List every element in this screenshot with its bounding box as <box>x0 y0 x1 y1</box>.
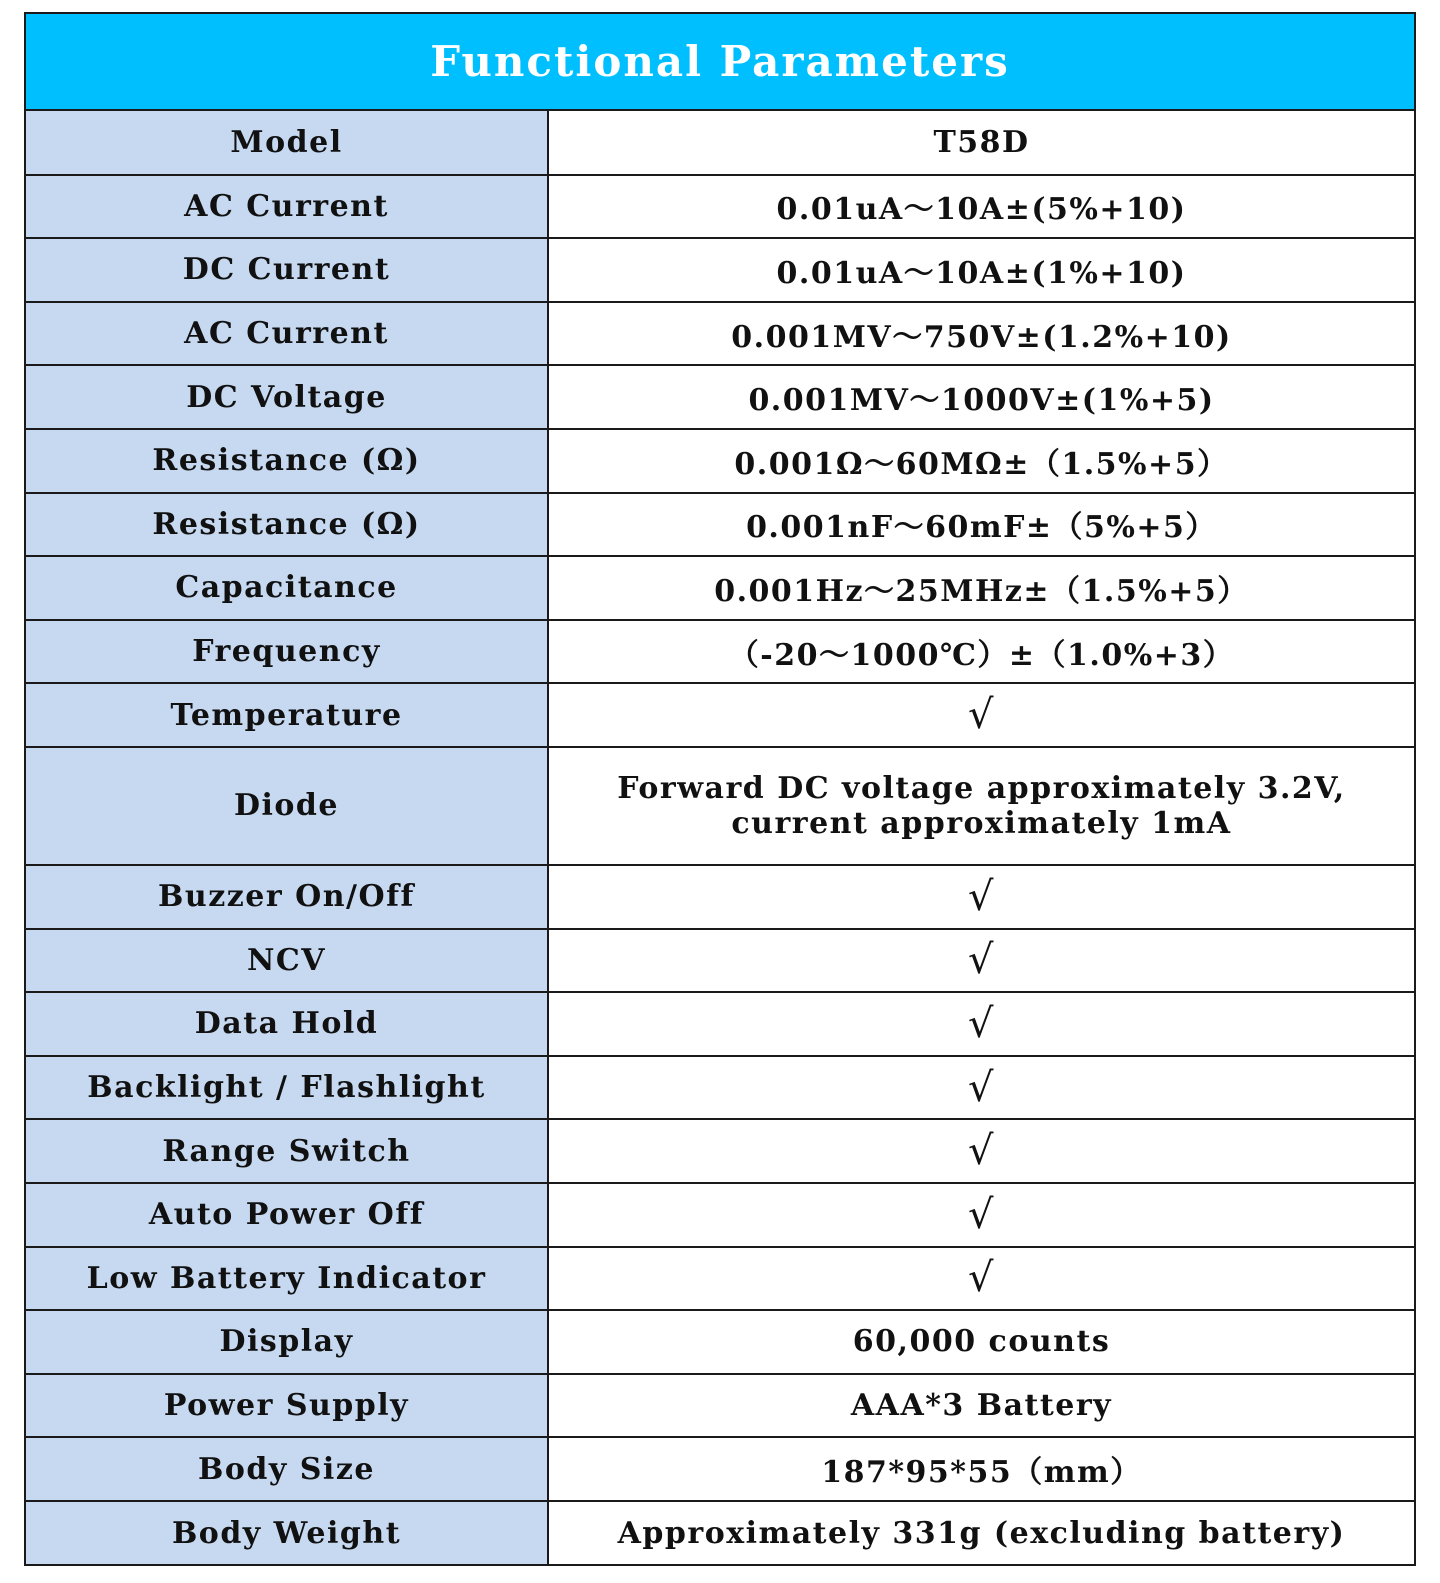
param-label: Auto Power Off <box>26 1183 548 1247</box>
param-label: Diode <box>26 747 548 865</box>
param-value: 0.001Hz～25MHz±（1.5%+5） <box>548 556 1414 620</box>
param-value: 0.01uA～10A±(1%+10) <box>548 238 1414 302</box>
param-label: Display <box>26 1310 548 1374</box>
table-row <box>26 992 1414 1056</box>
sheet-title: Functional Parameters <box>26 14 1414 111</box>
table-row <box>26 1247 1414 1311</box>
param-label: DC Voltage <box>26 365 548 429</box>
param-label: Backlight / Flashlight <box>26 1056 548 1120</box>
table-row <box>26 683 1414 747</box>
check-mark-icon: √ <box>548 1056 1414 1120</box>
table-row <box>26 429 1414 493</box>
param-value: Forward DC voltage approximately 3.2V, current approximately 1mA <box>548 747 1414 865</box>
parameters-table <box>26 111 1414 1564</box>
param-label: Resistance (Ω) <box>26 493 548 557</box>
param-label: Body Size <box>26 1437 548 1501</box>
table-row <box>26 620 1414 684</box>
param-value: 187*95*55（mm） <box>548 1437 1414 1501</box>
check-mark-icon: √ <box>548 865 1414 929</box>
table-row <box>26 1374 1414 1438</box>
param-label: Frequency <box>26 620 548 684</box>
table-row <box>26 493 1414 557</box>
table-row <box>26 1119 1414 1183</box>
table-row <box>26 929 1414 993</box>
param-label: Model <box>26 111 548 175</box>
param-value: 0.001MV～750V±(1.2%+10) <box>548 302 1414 366</box>
param-value: 0.001nF～60mF±（5%+5） <box>548 493 1414 557</box>
check-mark-icon: √ <box>548 929 1414 993</box>
param-label: AC Current <box>26 175 548 239</box>
check-mark-icon: √ <box>548 1119 1414 1183</box>
param-label: Data Hold <box>26 992 548 1056</box>
table-row <box>26 365 1414 429</box>
table-row <box>26 556 1414 620</box>
table-row <box>26 1501 1414 1565</box>
param-value: （-20～1000℃）±（1.0%+3） <box>548 620 1414 684</box>
table-row <box>26 1183 1414 1247</box>
param-value: AAA*3 Battery <box>548 1374 1414 1438</box>
param-value: T58D <box>548 111 1414 175</box>
check-mark-icon: √ <box>548 1247 1414 1311</box>
table-row <box>26 238 1414 302</box>
param-value: 60,000 counts <box>548 1310 1414 1374</box>
param-value: 0.001Ω～60MΩ±（1.5%+5） <box>548 429 1414 493</box>
table-row <box>26 865 1414 929</box>
table-row <box>26 111 1414 175</box>
param-label: Power Supply <box>26 1374 548 1438</box>
param-label: NCV <box>26 929 548 993</box>
param-label: Range Switch <box>26 1119 548 1183</box>
table-row <box>26 1310 1414 1374</box>
check-mark-icon: √ <box>548 683 1414 747</box>
table-row <box>26 747 1414 865</box>
check-mark-icon: √ <box>548 1183 1414 1247</box>
table-row <box>26 1056 1414 1120</box>
parameters-sheet <box>24 12 1416 1566</box>
param-label: Resistance (Ω) <box>26 429 548 493</box>
param-label: DC Current <box>26 238 548 302</box>
param-value: 0.01uA～10A±(5%+10) <box>548 175 1414 239</box>
param-value: 0.001MV～1000V±(1%+5) <box>548 365 1414 429</box>
param-label: AC Current <box>26 302 548 366</box>
check-mark-icon: √ <box>548 992 1414 1056</box>
table-row <box>26 1437 1414 1501</box>
param-label: Capacitance <box>26 556 548 620</box>
table-row <box>26 175 1414 239</box>
param-label: Buzzer On/Off <box>26 865 548 929</box>
table-row <box>26 302 1414 366</box>
param-value: Approximately 331g (excluding battery) <box>548 1501 1414 1565</box>
param-label: Body Weight <box>26 1501 548 1565</box>
param-label: Temperature <box>26 683 548 747</box>
param-label: Low Battery Indicator <box>26 1247 548 1311</box>
